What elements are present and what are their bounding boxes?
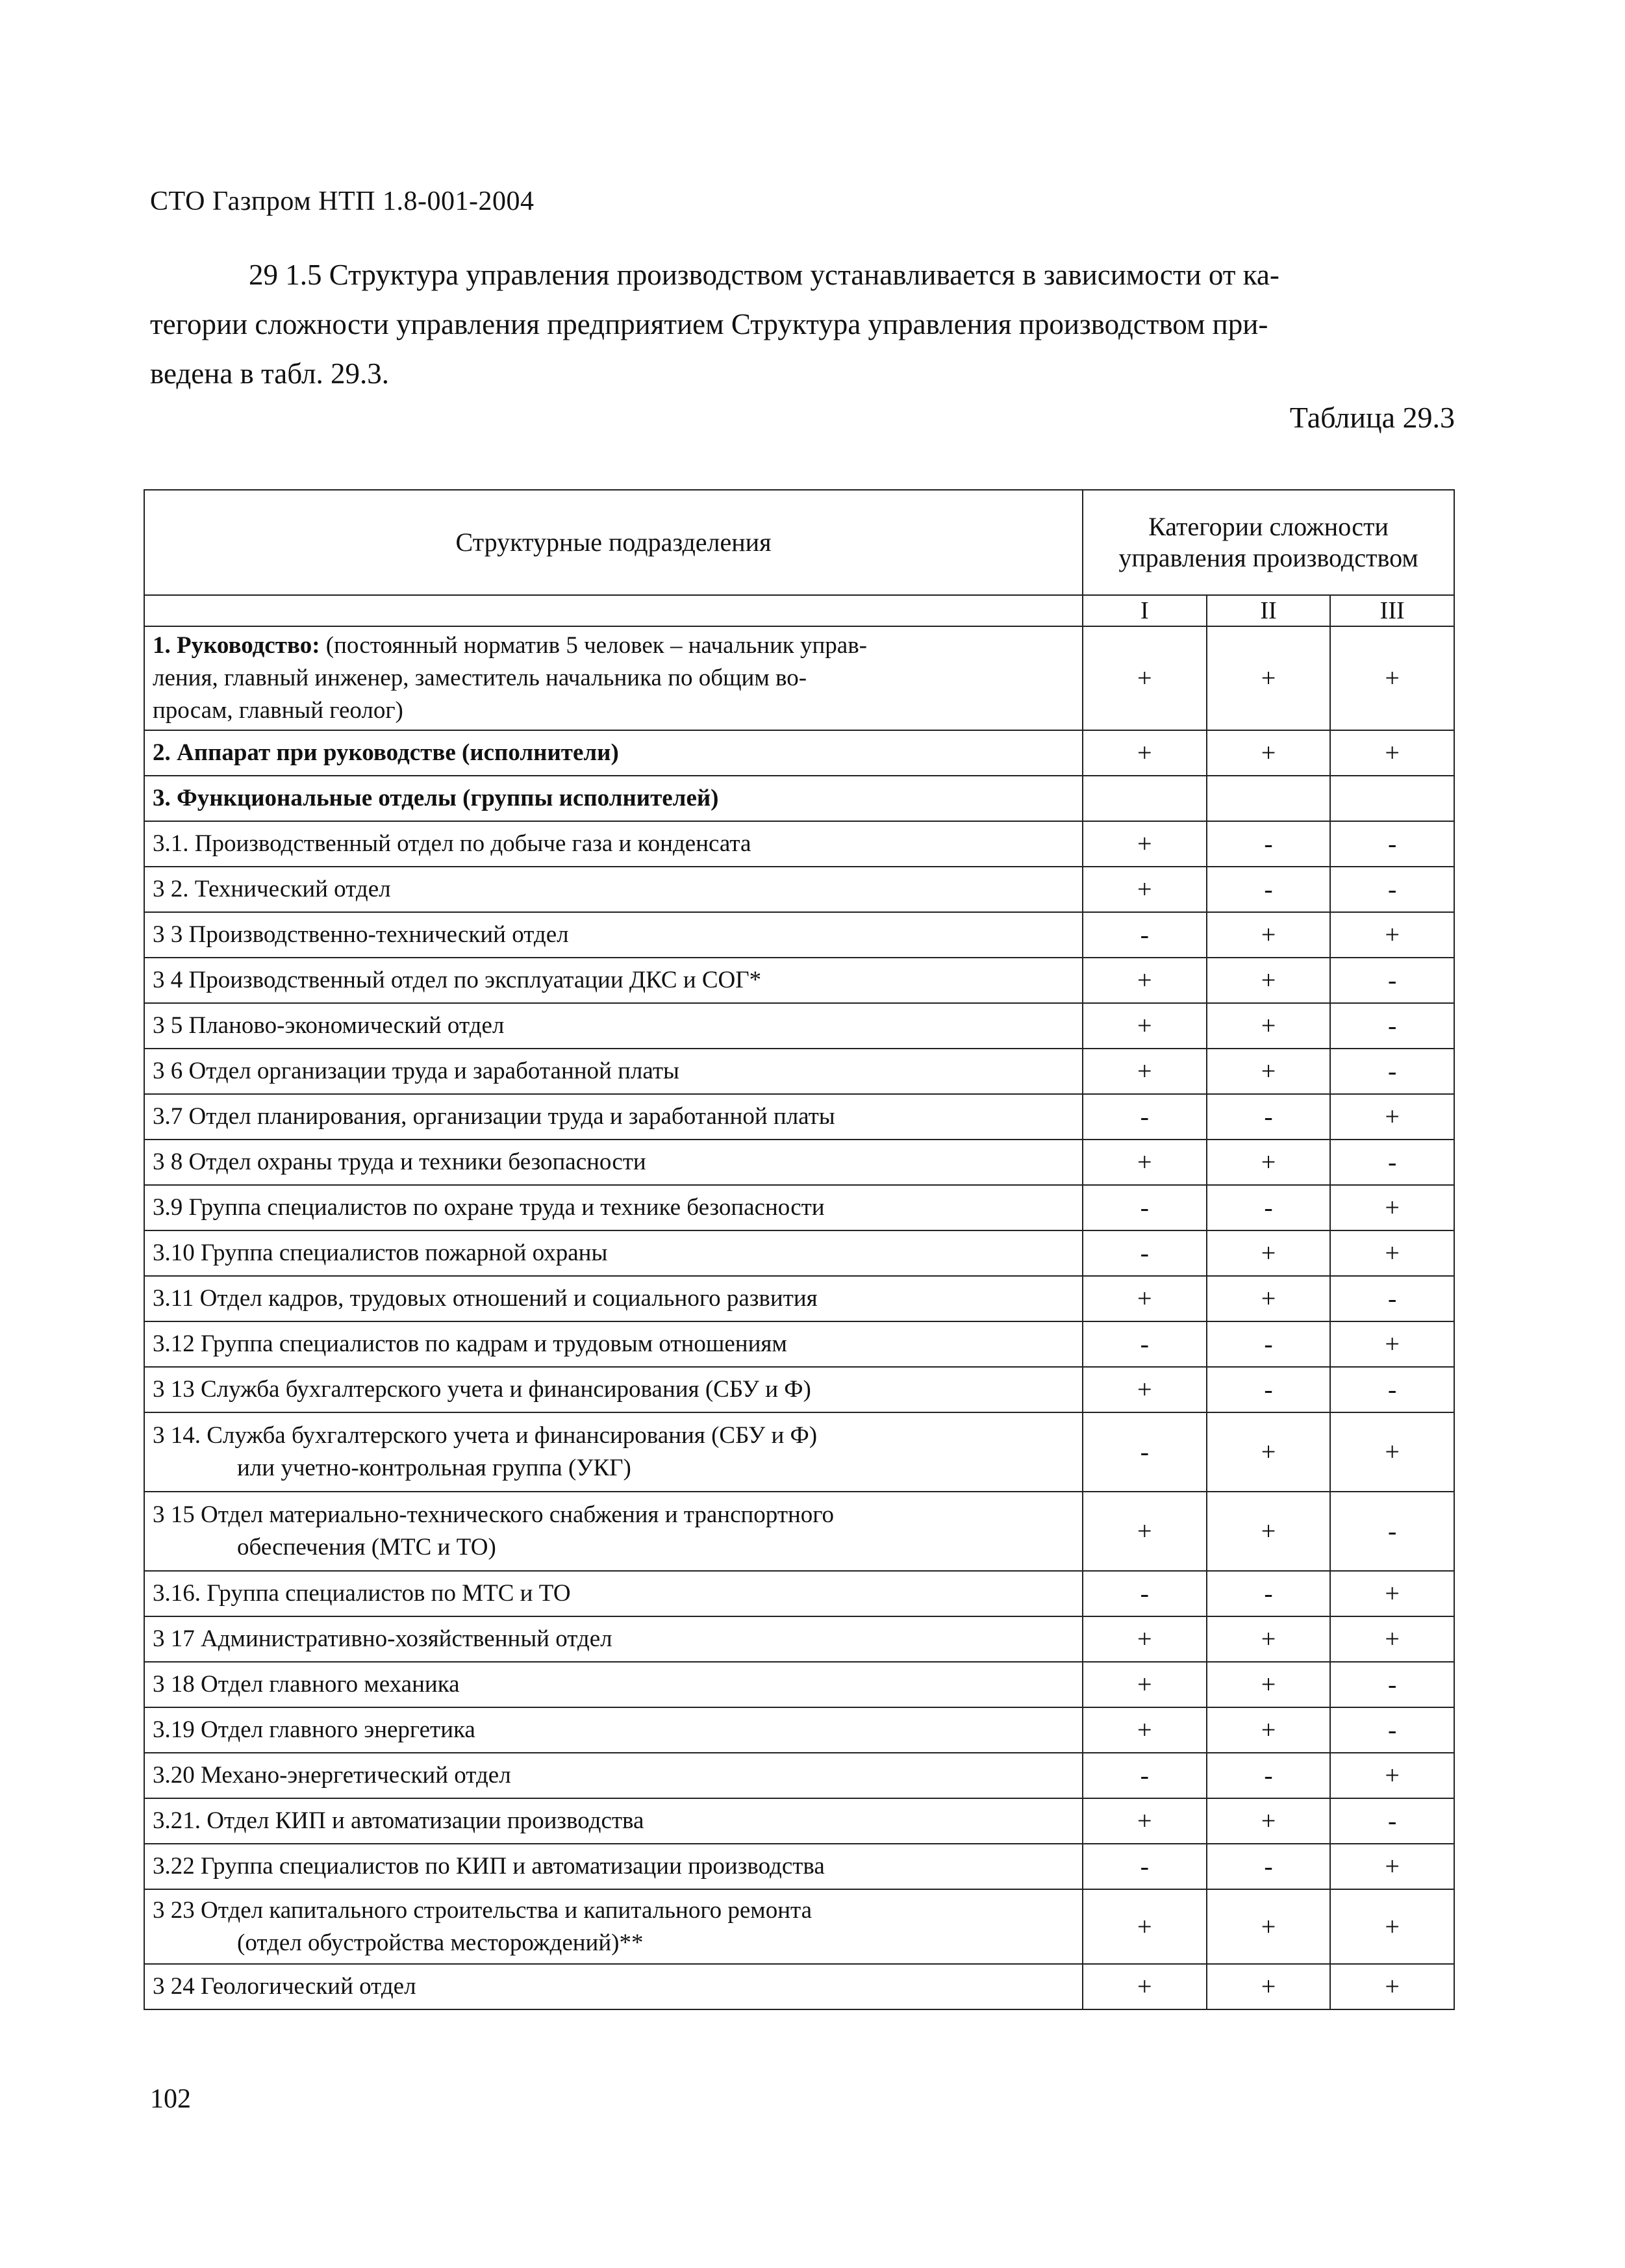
- category-mark: -: [1083, 1571, 1207, 1616]
- division-name-line: 3.19 Отдел главного энергетика: [153, 1716, 475, 1743]
- division-name-line: 3 4 Производственный отдел по эксплуатации ДКС и СОГ*: [153, 967, 762, 993]
- division-name: [144, 958, 1083, 1003]
- paragraph-line: ведена в табл. 29.3.: [150, 357, 389, 390]
- category-mark: +: [1330, 1185, 1454, 1230]
- category-mark: -: [1083, 1094, 1207, 1140]
- category-mark: +: [1083, 1616, 1207, 1662]
- header-blank-cell: [144, 595, 1083, 626]
- table-row: [144, 626, 1454, 730]
- division-name-line: 3 6 Отдел организации труда и заработанной платы: [153, 1058, 679, 1084]
- division-name: [144, 1185, 1083, 1230]
- division-name: [144, 912, 1083, 958]
- division-name-line: просам, главный геолог): [153, 697, 403, 724]
- division-name: [144, 1844, 1083, 1889]
- category-mark: -: [1207, 867, 1331, 912]
- division-name: [144, 776, 1083, 821]
- category-mark: +: [1330, 1964, 1454, 2009]
- category-mark: +: [1207, 1492, 1331, 1571]
- division-name-line: 3.16. Группа специалистов по МТС и ТО: [153, 1580, 571, 1607]
- category-mark: -: [1207, 1844, 1331, 1889]
- table-row: [144, 958, 1454, 1003]
- category-mark: +: [1207, 1662, 1331, 1707]
- category-mark: -: [1207, 1185, 1331, 1230]
- category-mark: +: [1083, 1964, 1207, 2009]
- table-row: [144, 1964, 1454, 2009]
- category-mark: +: [1207, 1140, 1331, 1185]
- table-row: [144, 1889, 1454, 1964]
- category-mark: -: [1330, 1707, 1454, 1753]
- paragraph-line: 29 1.5 Структура управления производством устанавливается в зависимости от ка-: [249, 259, 1279, 291]
- category-mark: -: [1330, 1798, 1454, 1844]
- division-name-line: ления, главный инженер, заместитель начальника по общим во-: [153, 665, 807, 691]
- category-mark: +: [1207, 1798, 1331, 1844]
- division-name-line: 2. Аппарат при руководстве (исполнители): [153, 739, 619, 766]
- category-mark: +: [1207, 1707, 1331, 1753]
- category-mark: +: [1083, 1798, 1207, 1844]
- division-name: [144, 1094, 1083, 1140]
- division-name: [144, 1571, 1083, 1616]
- category-mark: +: [1083, 821, 1207, 867]
- category-mark: +: [1207, 1889, 1331, 1964]
- table-row: [144, 1844, 1454, 1889]
- division-name: [144, 626, 1083, 730]
- division-name-line: 3.12 Группа специалистов по кадрам и трудовым отношениям: [153, 1331, 787, 1357]
- division-name: [144, 730, 1083, 776]
- table-row: [144, 1003, 1454, 1049]
- category-mark: +: [1330, 730, 1454, 776]
- table-row: [144, 730, 1454, 776]
- category-mark: +: [1207, 1616, 1331, 1662]
- division-name: [144, 1753, 1083, 1798]
- division-name: [144, 1662, 1083, 1707]
- category-mark: -: [1083, 1412, 1207, 1492]
- category-mark: -: [1083, 912, 1207, 958]
- division-name: [144, 821, 1083, 867]
- table-row: [144, 1412, 1454, 1492]
- category-mark: -: [1330, 1662, 1454, 1707]
- category-mark: +: [1330, 1230, 1454, 1276]
- category-mark: +: [1207, 1049, 1331, 1094]
- division-name-line: 3.9 Группа специалистов по охране труда и технике безопасности: [153, 1194, 825, 1221]
- category-mark: -: [1207, 1367, 1331, 1412]
- category-mark: -: [1330, 821, 1454, 867]
- category-mark: +: [1083, 1707, 1207, 1753]
- category-mark: +: [1083, 626, 1207, 730]
- division-name: [144, 1049, 1083, 1094]
- category-mark: -: [1207, 1571, 1331, 1616]
- category-mark: +: [1330, 1412, 1454, 1492]
- table-row: [144, 1049, 1454, 1094]
- table-row: [144, 867, 1454, 912]
- category-mark: +: [1207, 912, 1331, 958]
- table-row: [144, 1798, 1454, 1844]
- table-row: [144, 821, 1454, 867]
- division-name-line: 3.7 Отдел планирования, организации труда и заработанной платы: [153, 1103, 835, 1130]
- table-row: [144, 1616, 1454, 1662]
- division-name-line: 3.1. Производственный отдел по добыче газа и конденсата: [153, 830, 751, 857]
- division-name-line: 3 2. Технический отдел: [153, 876, 391, 902]
- division-name: [144, 867, 1083, 912]
- table-body: [144, 626, 1454, 2009]
- division-name: [144, 1230, 1083, 1276]
- category-mark: [1330, 776, 1454, 821]
- division-name-line: 3. Функциональные отделы (группы исполнителей): [153, 785, 719, 811]
- category-mark: -: [1207, 1094, 1331, 1140]
- category-mark: -: [1330, 1003, 1454, 1049]
- category-mark: +: [1207, 1276, 1331, 1321]
- division-name-line: 3 24 Геологический отдел: [153, 1973, 416, 2000]
- category-mark: -: [1330, 1276, 1454, 1321]
- category-mark: +: [1330, 626, 1454, 730]
- table-row: [144, 1094, 1454, 1140]
- category-mark: -: [1083, 1753, 1207, 1798]
- table-row: [144, 1753, 1454, 1798]
- table-row: [144, 1492, 1454, 1571]
- table-row: [144, 1230, 1454, 1276]
- category-mark: +: [1207, 730, 1331, 776]
- division-name-line: (отдел обустройства месторождений)**: [237, 1929, 644, 1956]
- division-name-line: 3.11 Отдел кадров, трудовых отношений и социального развития: [153, 1285, 818, 1312]
- table-row: [144, 1367, 1454, 1412]
- division-name-line: обеспечения (МТС и ТО): [237, 1534, 496, 1561]
- division-name-line: 1. Руководство: (постоянный норматив 5 человек – начальник управ-: [153, 632, 868, 659]
- category-mark: +: [1083, 1003, 1207, 1049]
- category-mark: -: [1330, 1492, 1454, 1571]
- structure-table: [144, 489, 1455, 2010]
- division-name: [144, 1321, 1083, 1367]
- division-name: [144, 1707, 1083, 1753]
- category-mark: [1207, 776, 1331, 821]
- category-mark: +: [1083, 1492, 1207, 1571]
- division-name-bold: 1. Руководство:: [153, 632, 320, 659]
- category-mark: -: [1330, 958, 1454, 1003]
- division-name-line: 3 18 Отдел главного механика: [153, 1671, 460, 1698]
- division-name-line: 3 5 Планово-экономический отдел: [153, 1012, 505, 1039]
- division-name-line: или учетно-контрольная группа (УКГ): [237, 1455, 631, 1481]
- category-mark: -: [1330, 1140, 1454, 1185]
- category-mark: +: [1330, 912, 1454, 958]
- category-mark: +: [1330, 1753, 1454, 1798]
- category-mark: [1083, 776, 1207, 821]
- header-categories: Категории сложности управления производством: [1083, 490, 1454, 595]
- category-mark: -: [1207, 821, 1331, 867]
- category-mark: -: [1330, 1367, 1454, 1412]
- division-name: [144, 1616, 1083, 1662]
- table-row: [144, 1321, 1454, 1367]
- division-name-line: 3 3 Производственно-технический отдел: [153, 921, 569, 948]
- table-row: [144, 1707, 1454, 1753]
- division-name-line: 3.22 Группа специалистов по КИП и автоматизации производства: [153, 1853, 825, 1879]
- category-mark: +: [1083, 867, 1207, 912]
- division-name: [144, 1140, 1083, 1185]
- table-row: [144, 912, 1454, 958]
- category-label: III: [1330, 595, 1454, 626]
- division-name-line: 3 13 Служба бухгалтерского учета и финансирования (СБУ и Ф): [153, 1376, 811, 1403]
- division-name: [144, 1964, 1083, 2009]
- category-mark: +: [1207, 1003, 1331, 1049]
- category-mark: +: [1330, 1844, 1454, 1889]
- category-mark: +: [1330, 1889, 1454, 1964]
- category-mark: +: [1083, 730, 1207, 776]
- table-caption: Таблица 29.3: [1289, 401, 1455, 434]
- division-name-line: 3 14. Служба бухгалтерского учета и финансирования (СБУ и Ф): [153, 1422, 818, 1449]
- category-mark: +: [1083, 1889, 1207, 1964]
- category-mark: +: [1083, 1140, 1207, 1185]
- division-name-line: 3 15 Отдел материально-технического снабжения и транспортного: [153, 1501, 835, 1528]
- category-mark: -: [1083, 1844, 1207, 1889]
- category-label: II: [1207, 595, 1331, 626]
- division-name: [144, 1889, 1083, 1964]
- division-name-line: 3.21. Отдел КИП и автоматизации производства: [153, 1807, 644, 1834]
- category-mark: +: [1083, 1276, 1207, 1321]
- paragraph-line: тегории сложности управления предприятием Структура управления производством при-: [150, 308, 1268, 340]
- document-code: СТО Газпром НТП 1.8-001-2004: [150, 186, 535, 216]
- category-mark: +: [1330, 1321, 1454, 1367]
- category-mark: +: [1083, 958, 1207, 1003]
- category-mark: +: [1207, 1412, 1331, 1492]
- division-name: [144, 1367, 1083, 1412]
- category-mark: +: [1330, 1616, 1454, 1662]
- table-row: [144, 1185, 1454, 1230]
- division-name: [144, 1798, 1083, 1844]
- page-number: 102: [150, 2084, 191, 2114]
- division-name-line: 3.10 Группа специалистов пожарной охраны: [153, 1240, 608, 1266]
- table-row: [144, 1276, 1454, 1321]
- category-mark: -: [1083, 1321, 1207, 1367]
- division-name-line: 3 23 Отдел капитального строительства и капитального ремонта: [153, 1896, 812, 1924]
- category-label: I: [1083, 595, 1207, 626]
- division-name-line: 3 8 Отдел охраны труда и техники безопасности: [153, 1149, 646, 1175]
- header-divisions: Структурные подразделения: [144, 490, 1083, 595]
- division-name-line: 3.20 Механо-энергетический отдел: [153, 1762, 511, 1789]
- table-row: [144, 1662, 1454, 1707]
- table-row: [144, 1571, 1454, 1616]
- category-mark: -: [1330, 867, 1454, 912]
- category-mark: -: [1330, 1049, 1454, 1094]
- category-mark: -: [1083, 1185, 1207, 1230]
- category-mark: -: [1207, 1321, 1331, 1367]
- category-mark: -: [1207, 1753, 1331, 1798]
- table-row: [144, 776, 1454, 821]
- category-mark: -: [1083, 1230, 1207, 1276]
- category-mark: +: [1207, 1230, 1331, 1276]
- table-row: [144, 1140, 1454, 1185]
- division-name: [144, 1492, 1083, 1571]
- category-mark: +: [1083, 1662, 1207, 1707]
- category-mark: +: [1207, 958, 1331, 1003]
- division-name-line: 3 17 Административно-хозяйственный отдел: [153, 1625, 612, 1652]
- division-name: [144, 1412, 1083, 1492]
- category-mark: +: [1207, 1964, 1331, 2009]
- category-mark: +: [1083, 1049, 1207, 1094]
- intro-paragraph: [150, 250, 1454, 398]
- category-mark: +: [1330, 1094, 1454, 1140]
- category-mark: +: [1330, 1571, 1454, 1616]
- division-name: [144, 1276, 1083, 1321]
- category-mark: +: [1083, 1367, 1207, 1412]
- category-mark: +: [1207, 626, 1331, 730]
- division-name: [144, 1003, 1083, 1049]
